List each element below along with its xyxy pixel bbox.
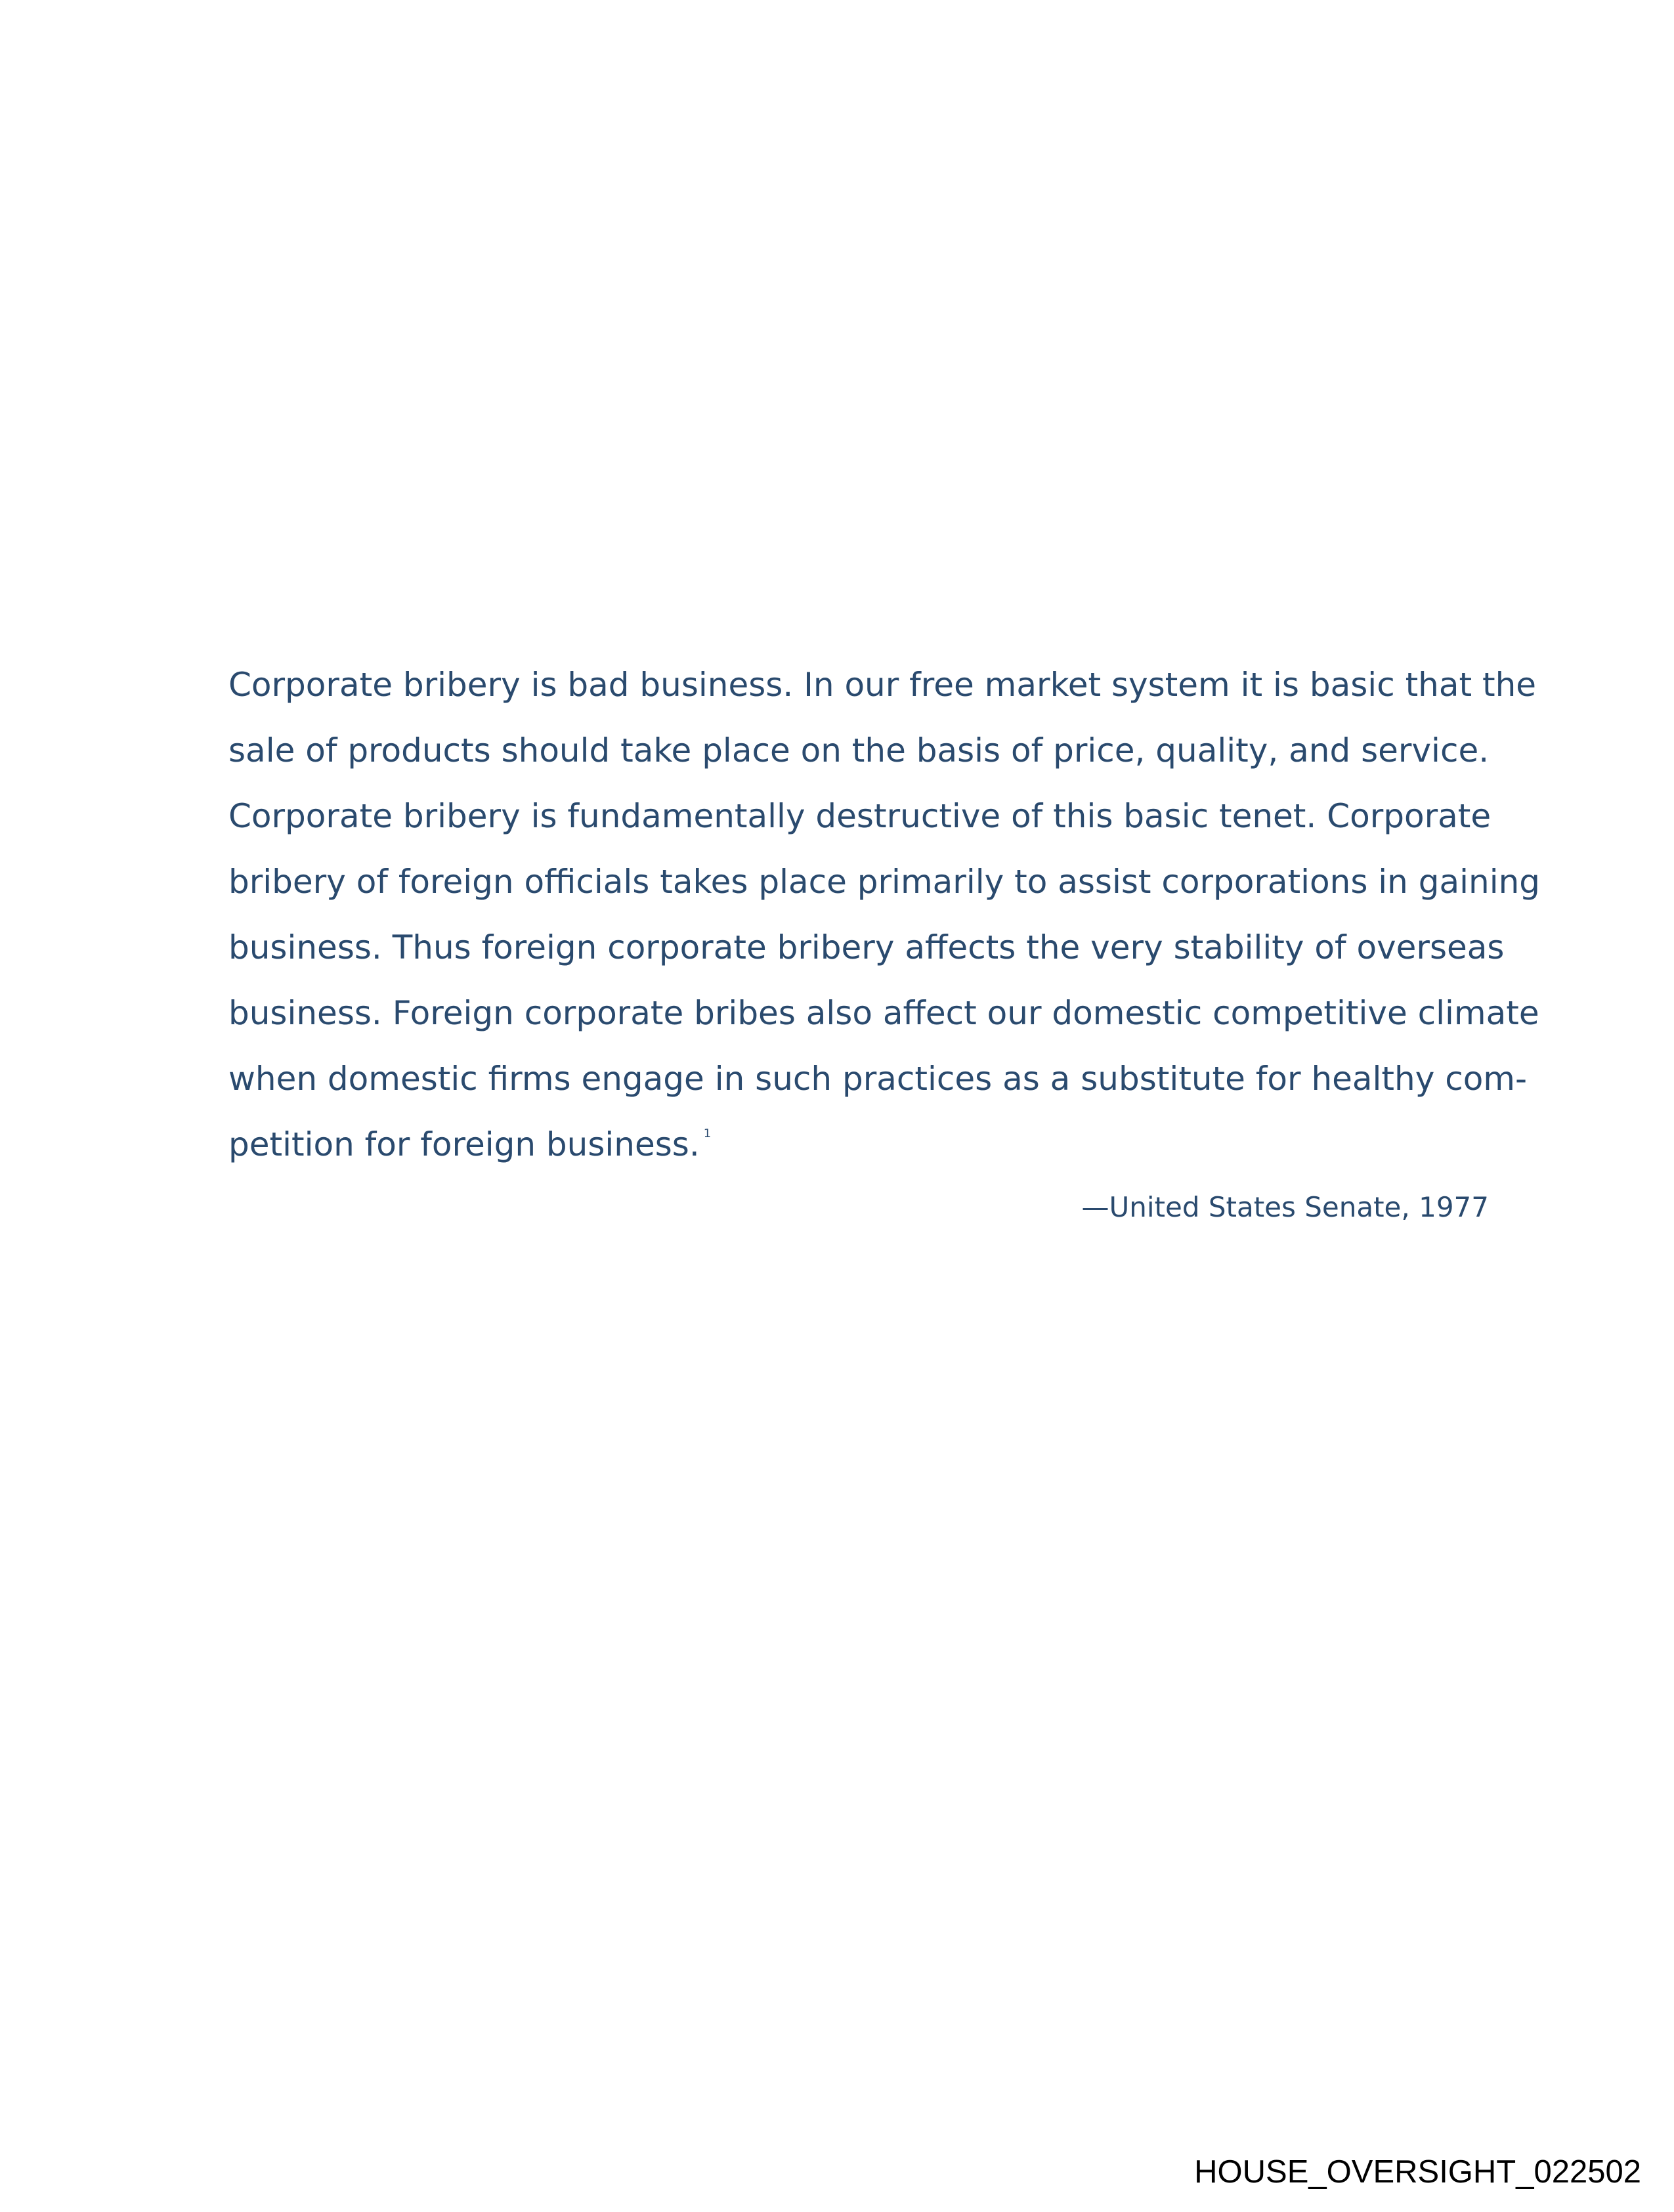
quote-line: business. Thus foreign corporate bribery affects the very stability of overseas <box>228 928 1505 966</box>
quote-line: Corporate bribery is fundamentally destructive of this basic tenet. Corporate <box>228 797 1492 835</box>
quote-line: bribery of foreign officials takes place primarily to assist corporations in gaining <box>228 863 1541 901</box>
quote-line: business. Foreign corporate bribes also affect our domestic competitive climate <box>228 994 1539 1032</box>
quote-last-line <box>228 1125 1489 1194</box>
footnote-marker: 1 <box>703 1127 712 1140</box>
bates-number: HOUSE_OVERSIGHT_022502 <box>1194 2154 1641 2190</box>
quote-line: Corporate bribery is bad business. In our free market system it is basic that the <box>228 666 1537 704</box>
quote-line: when domestic firms engage in such practices as a substitute for healthy com- <box>228 1060 1528 1098</box>
quote-line-text: petition for foreign business. <box>228 1125 700 1163</box>
quote-attribution: —United States Senate, 1977 <box>1081 1191 1489 1223</box>
epigraph-quote <box>228 666 1541 1194</box>
quote-line: sale of products should take place on the basis of price, quality, and service. <box>228 731 1490 770</box>
